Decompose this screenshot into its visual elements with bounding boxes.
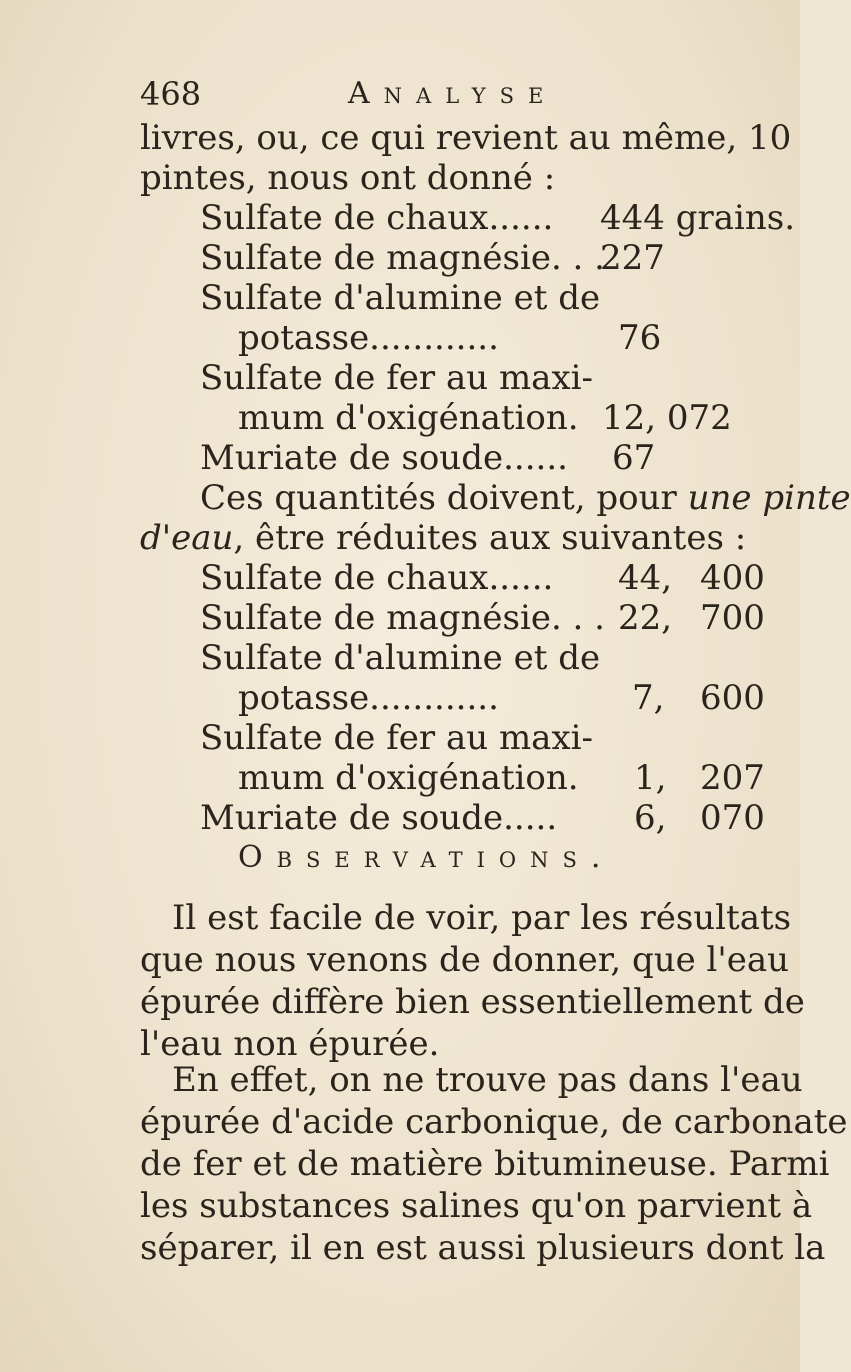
- table1-row-2-value: 227: [600, 238, 665, 278]
- para1-line-3: épurée diffère bien essentiellement de: [140, 982, 805, 1022]
- page-number: 468: [140, 75, 202, 113]
- table2-row-3-label: Sulfate d'alumine et de: [200, 638, 601, 678]
- transition-line-2: d'eau, être réduites aux suivantes :: [140, 518, 747, 558]
- table2-row-4-dec: 600: [700, 678, 765, 718]
- table2-row-6-int: 1,: [634, 758, 667, 798]
- observations-title: Observations.: [238, 840, 615, 875]
- intro-line-1: livres, ou, ce qui revient au même, 10: [140, 118, 792, 158]
- para2-line-5: séparer, il en est aussi plusieurs dont la: [140, 1228, 826, 1268]
- table2-row-4-int: 7,: [632, 678, 665, 718]
- table1-row-7-label: Muriate de soude......: [200, 438, 568, 478]
- transition-line-1: Ces quantités doivent, pour une pinte: [200, 478, 851, 518]
- para1-line-4: l'eau non épurée.: [140, 1024, 440, 1064]
- para2-line-1: En effet, on ne trouve pas dans l'eau: [172, 1060, 803, 1100]
- table2-row-1-int: 44,: [618, 558, 673, 598]
- table1-row-1-value: 444 grains.: [600, 198, 796, 238]
- para1-line-1: Il est facile de voir, par les résultats: [172, 898, 792, 938]
- para2-line-3: de fer et de matière bitumineuse. Parmi: [140, 1144, 830, 1184]
- table1-row-4-value: 76: [618, 318, 662, 358]
- running-title: Analyse: [348, 76, 558, 111]
- table2-row-6-dec: 207: [700, 758, 765, 798]
- table2-row-1-dec: 400: [700, 558, 765, 598]
- table1-row-6-label: mum d'oxigénation.: [238, 398, 579, 438]
- para2-line-4: les substances salines qu'on parvient à: [140, 1186, 813, 1226]
- intro-line-2: pintes, nous ont donné :: [140, 158, 556, 198]
- table1-row-7-value: 67: [612, 438, 656, 478]
- table2-row-7-label: Muriate de soude.....: [200, 798, 558, 838]
- table2-row-7-int: 6,: [634, 798, 667, 838]
- para2-line-2: épurée d'acide carbonique, de carbonate: [140, 1102, 848, 1142]
- table1-row-4-label: potasse............: [238, 318, 499, 358]
- table2-row-2-int: 22,: [618, 598, 673, 638]
- table1-row-1-label: Sulfate de chaux......: [200, 198, 554, 238]
- table2-row-1-label: Sulfate de chaux......: [200, 558, 554, 598]
- table2-row-6-label: mum d'oxigénation.: [238, 758, 579, 798]
- table1-row-3-label: Sulfate d'alumine et de: [200, 278, 601, 318]
- table2-row-7-dec: 070: [700, 798, 765, 838]
- para1-line-2: que nous venons de donner, que l'eau: [140, 940, 790, 980]
- table1-row-6-value: 12, 072: [602, 398, 732, 438]
- table1-row-5-label: Sulfate de fer au maxi-: [200, 358, 593, 398]
- table2-row-4-label: potasse............: [238, 678, 499, 718]
- table2-row-5-label: Sulfate de fer au maxi-: [200, 718, 593, 758]
- table1-row-2-label: Sulfate de magnésie. . .: [200, 238, 605, 278]
- table2-row-2-dec: 700: [700, 598, 765, 638]
- table2-row-2-label: Sulfate de magnésie. . .: [200, 598, 605, 638]
